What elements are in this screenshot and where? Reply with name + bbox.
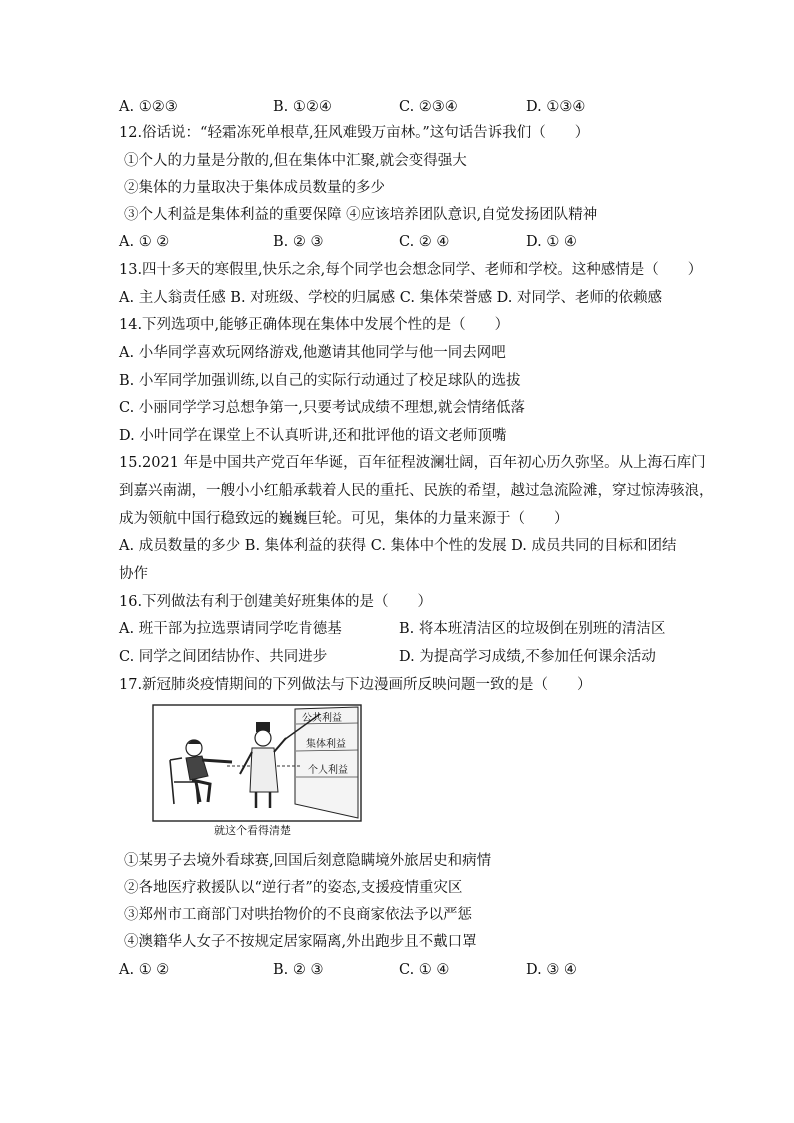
q13-stem: 13.四十多天的寒假里,快乐之余,每个同学也会想念同学、老师和学校。这种感情是（ ）	[119, 262, 703, 278]
q17-item-4: ④澳籍华人女子不按规定居家隔离,外出跑步且不戴口罩	[124, 934, 477, 950]
label-public-interest: 公共利益	[302, 713, 342, 724]
q14-option-a: A. 小华同学喜欢玩网络游戏,他邀请其他同学与他一同去网吧	[119, 345, 506, 361]
q15-options-line-2: 协作	[119, 566, 148, 582]
q11-option-d: D. ①③④	[526, 99, 586, 115]
q17-item-1: ①某男子去境外看球赛,回国后刻意隐瞒境外旅居史和病情	[124, 853, 492, 869]
q17-item-3: ③郑州市工商部门对哄抬物价的不良商家依法予以严惩	[124, 907, 472, 923]
q16-option-a: A. 班干部为拉选票请同学吃肯德基	[119, 621, 342, 637]
q15-stem-line-2: 到嘉兴南湖，一艘小小红船承载着人民的重托、民族的希望，越过急流险滩，穿过惊涛骇浪，	[119, 483, 714, 499]
q13-options: A. 主人翁责任感 B. 对班级、学校的归属感 C. 集体荣誉感 D. 对同学、老师的依赖感	[119, 290, 663, 306]
q14-option-c: C. 小丽同学学习总想争第一,只要考试成绩不理想,就会情绪低落	[119, 400, 526, 416]
q15-stem-line-3: 成为领航中国行稳致远的巍巍巨轮。可见，集体的力量来源于（ ）	[119, 511, 569, 527]
q11-option-a: A. ①②③	[119, 99, 178, 115]
q16-stem: 16.下列做法有利于创建美好班集体的是（ ）	[119, 594, 433, 610]
q12-item-3: ③个人利益是集体利益的重要保障 ④应该培养团队意识,自觉发扬团队精神	[124, 207, 598, 223]
q17-option-b: B. ② ③	[273, 962, 324, 978]
q14-stem: 14.下列选项中,能够正确体现在集体中发展个性的是（ ）	[119, 317, 510, 333]
q15-options-line-1: A. 成员数量的多少 B. 集体利益的获得 C. 集体中个性的发展 D. 成员共同的目标和团结	[119, 538, 677, 554]
q17-stem: 17.新冠肺炎疫情期间的下列做法与下边漫画所反映问题一致的是（ ）	[119, 677, 592, 693]
q17-option-d: D. ③ ④	[526, 962, 577, 978]
q17-option-c: C. ① ④	[399, 962, 450, 978]
q15-stem-line-1: 15.2021 年是中国共产党百年华诞，百年征程波澜壮阔，百年初心历久弥坚。从上海石库门	[119, 455, 706, 471]
q11-option-b: B. ①②④	[273, 99, 332, 115]
cartoon-caption: 就这个看得清楚	[214, 824, 291, 837]
q14-option-b: B. 小军同学加强训练,以自己的实际行动通过了校足球队的选拔	[119, 373, 521, 389]
q12-option-b: B. ② ③	[273, 234, 324, 250]
q12-stem: 12.俗话说：“轻霜冻死单根草,狂风难毁万亩林。”这句话告诉我们（ ）	[119, 125, 590, 141]
q12-item-1: ①个人的力量是分散的,但在集体中汇聚,就会变得强大	[124, 153, 467, 169]
q17-item-2: ②各地医疗救援队以“逆行者”的姿态,支援疫情重灾区	[124, 880, 463, 896]
q17-option-a: A. ① ②	[119, 962, 170, 978]
q11-option-c: C. ②③④	[399, 99, 458, 115]
q16-option-b: B. 将本班清洁区的垃圾倒在别班的清洁区	[399, 621, 666, 637]
q12-option-d: D. ① ④	[526, 234, 577, 250]
label-personal-interest: 个人利益	[308, 765, 348, 776]
q16-option-d: D. 为提高学习成绩,不参加任何课余活动	[399, 649, 656, 665]
cartoon-illustration	[152, 704, 362, 841]
label-collective-interest: 集体利益	[306, 739, 346, 750]
q14-option-d: D. 小叶同学在课堂上不认真听讲,还和批评他的语文老师顶嘴	[119, 428, 507, 444]
q16-option-c: C. 同学之间团结协作、共同进步	[119, 649, 328, 665]
q12-option-a: A. ① ②	[119, 234, 170, 250]
q12-option-c: C. ② ④	[399, 234, 450, 250]
q12-item-2: ②集体的力量取决于集体成员数量的多少	[124, 180, 385, 196]
